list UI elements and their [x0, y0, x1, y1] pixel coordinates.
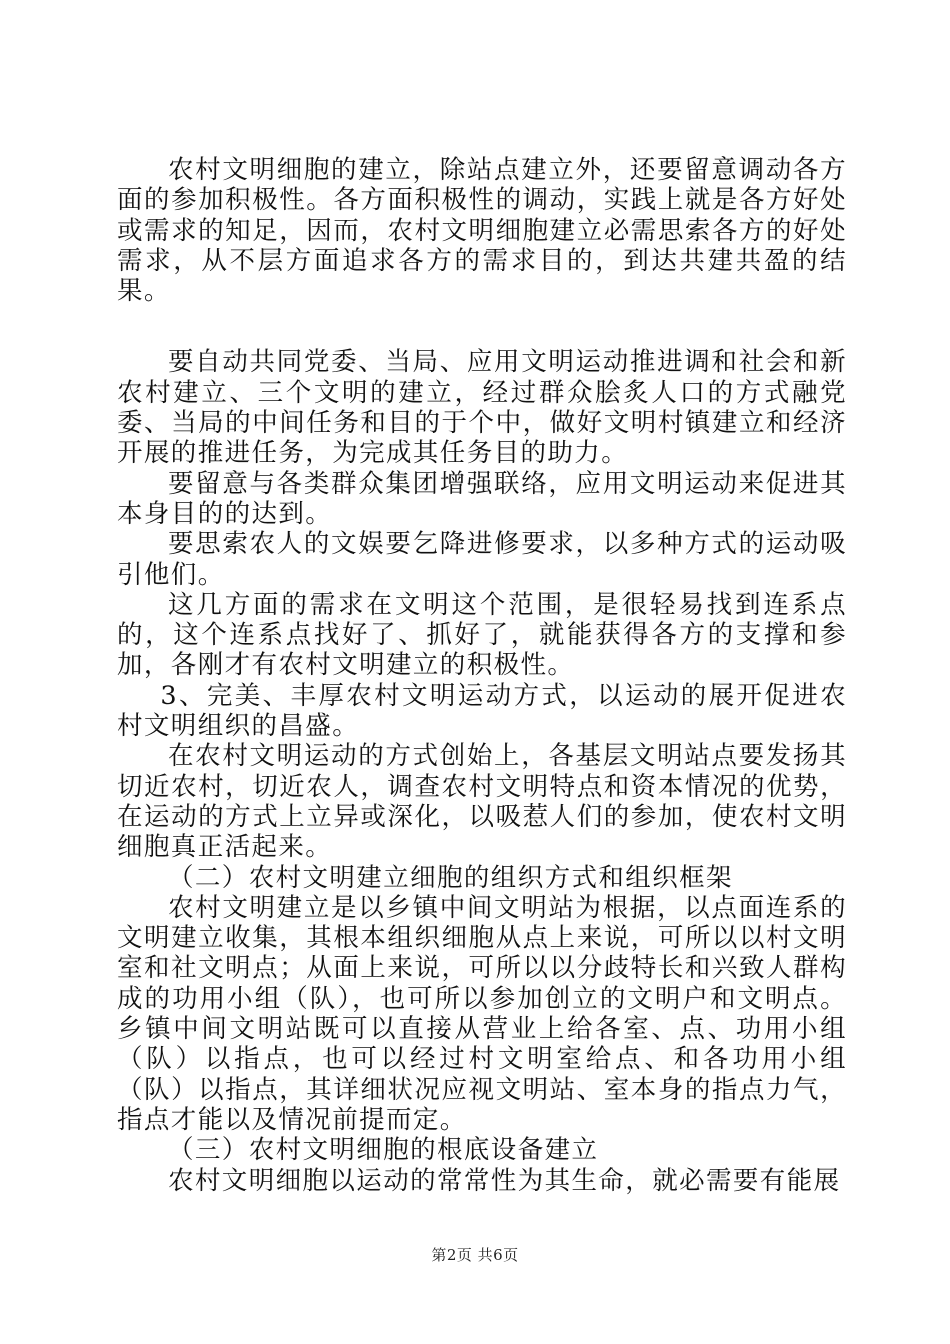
paragraph-7: 在农村文明运动的方式创始上，各基层文明站点要发扬其切近农村，切近农人，调查农村文明特点和资本情况的优势，在运动的方式上立异或深化，以吸惹人们的参加，使农村文明细胞真正活起来。 [117, 741, 847, 863]
section-heading-3: （三）农村文明细胞的根底设备建立 [168, 1135, 599, 1166]
section-heading-2: （二）农村文明建立细胞的组织方式和组织框架 [168, 862, 733, 893]
paragraph-1: 农村文明细胞的建立，除站点建立外，还要留意调动各方面的参加积极性。各方面积极性的调动，实践上就是各方好处或需求的知足，因而，农村文明细胞建立必需思索各方的好处需求，从不层方面追求各方的需求目的，到达共建共盈的结果。 [117, 155, 847, 307]
page-number-footer: 第2页 共6页 [431, 1246, 519, 1264]
paragraph-9: 农村文明细胞以运动的常常性为其生命，就必需要有能展 [168, 1165, 841, 1196]
document-body [117, 155, 847, 1196]
paragraph-3: 要留意与各类群众集团增强联络，应用文明运动来促进其本身目的的达到。 [117, 468, 847, 529]
paragraph-2: 要自动共同党委、当局、应用文明运动推进调和社会和新农村建立、三个文明的建立，经过群众脍炙人口的方式融党委、当局的中间任务和目的于个中，做好文明村镇建立和经济开展的推进任务，为完成其任务目的助力。 [117, 347, 847, 469]
paragraph-5: 这几方面的需求在文明这个范围，是很轻易找到连系点的，这个连系点找好了、抓好了，就能获得各方的支撑和参加，各刚才有农村文明建立的积极性。 [117, 589, 847, 681]
paragraph-6-numbered-heading: 3、完美、丰厚农村文明运动方式，以运动的展开促进农村文明组织的昌盛。 [117, 680, 847, 742]
paragraph-4: 要思索农人的文娱要乞降进修要求，以多种方式的运动吸引他们。 [117, 529, 847, 590]
paragraph-8: 农村文明建立是以乡镇中间文明站为根据，以点面连系的文明建立收集，其根本组织细胞从点上来说，可所以以村文明室和社文明点；从面上来说，可所以以分歧特长和兴致人群构成的功用小组（队），也可所以参加创立的文明户和文明点。乡镇中间文明站既可以直接从营业上给各室、点、功用小组（队）以指点，也可以经过村文明室给点、和各功用小组（队）以指点，其详细状况应视文明站、室本身的指点力气，指点才能以及情况前提而定。 [117, 892, 847, 1135]
